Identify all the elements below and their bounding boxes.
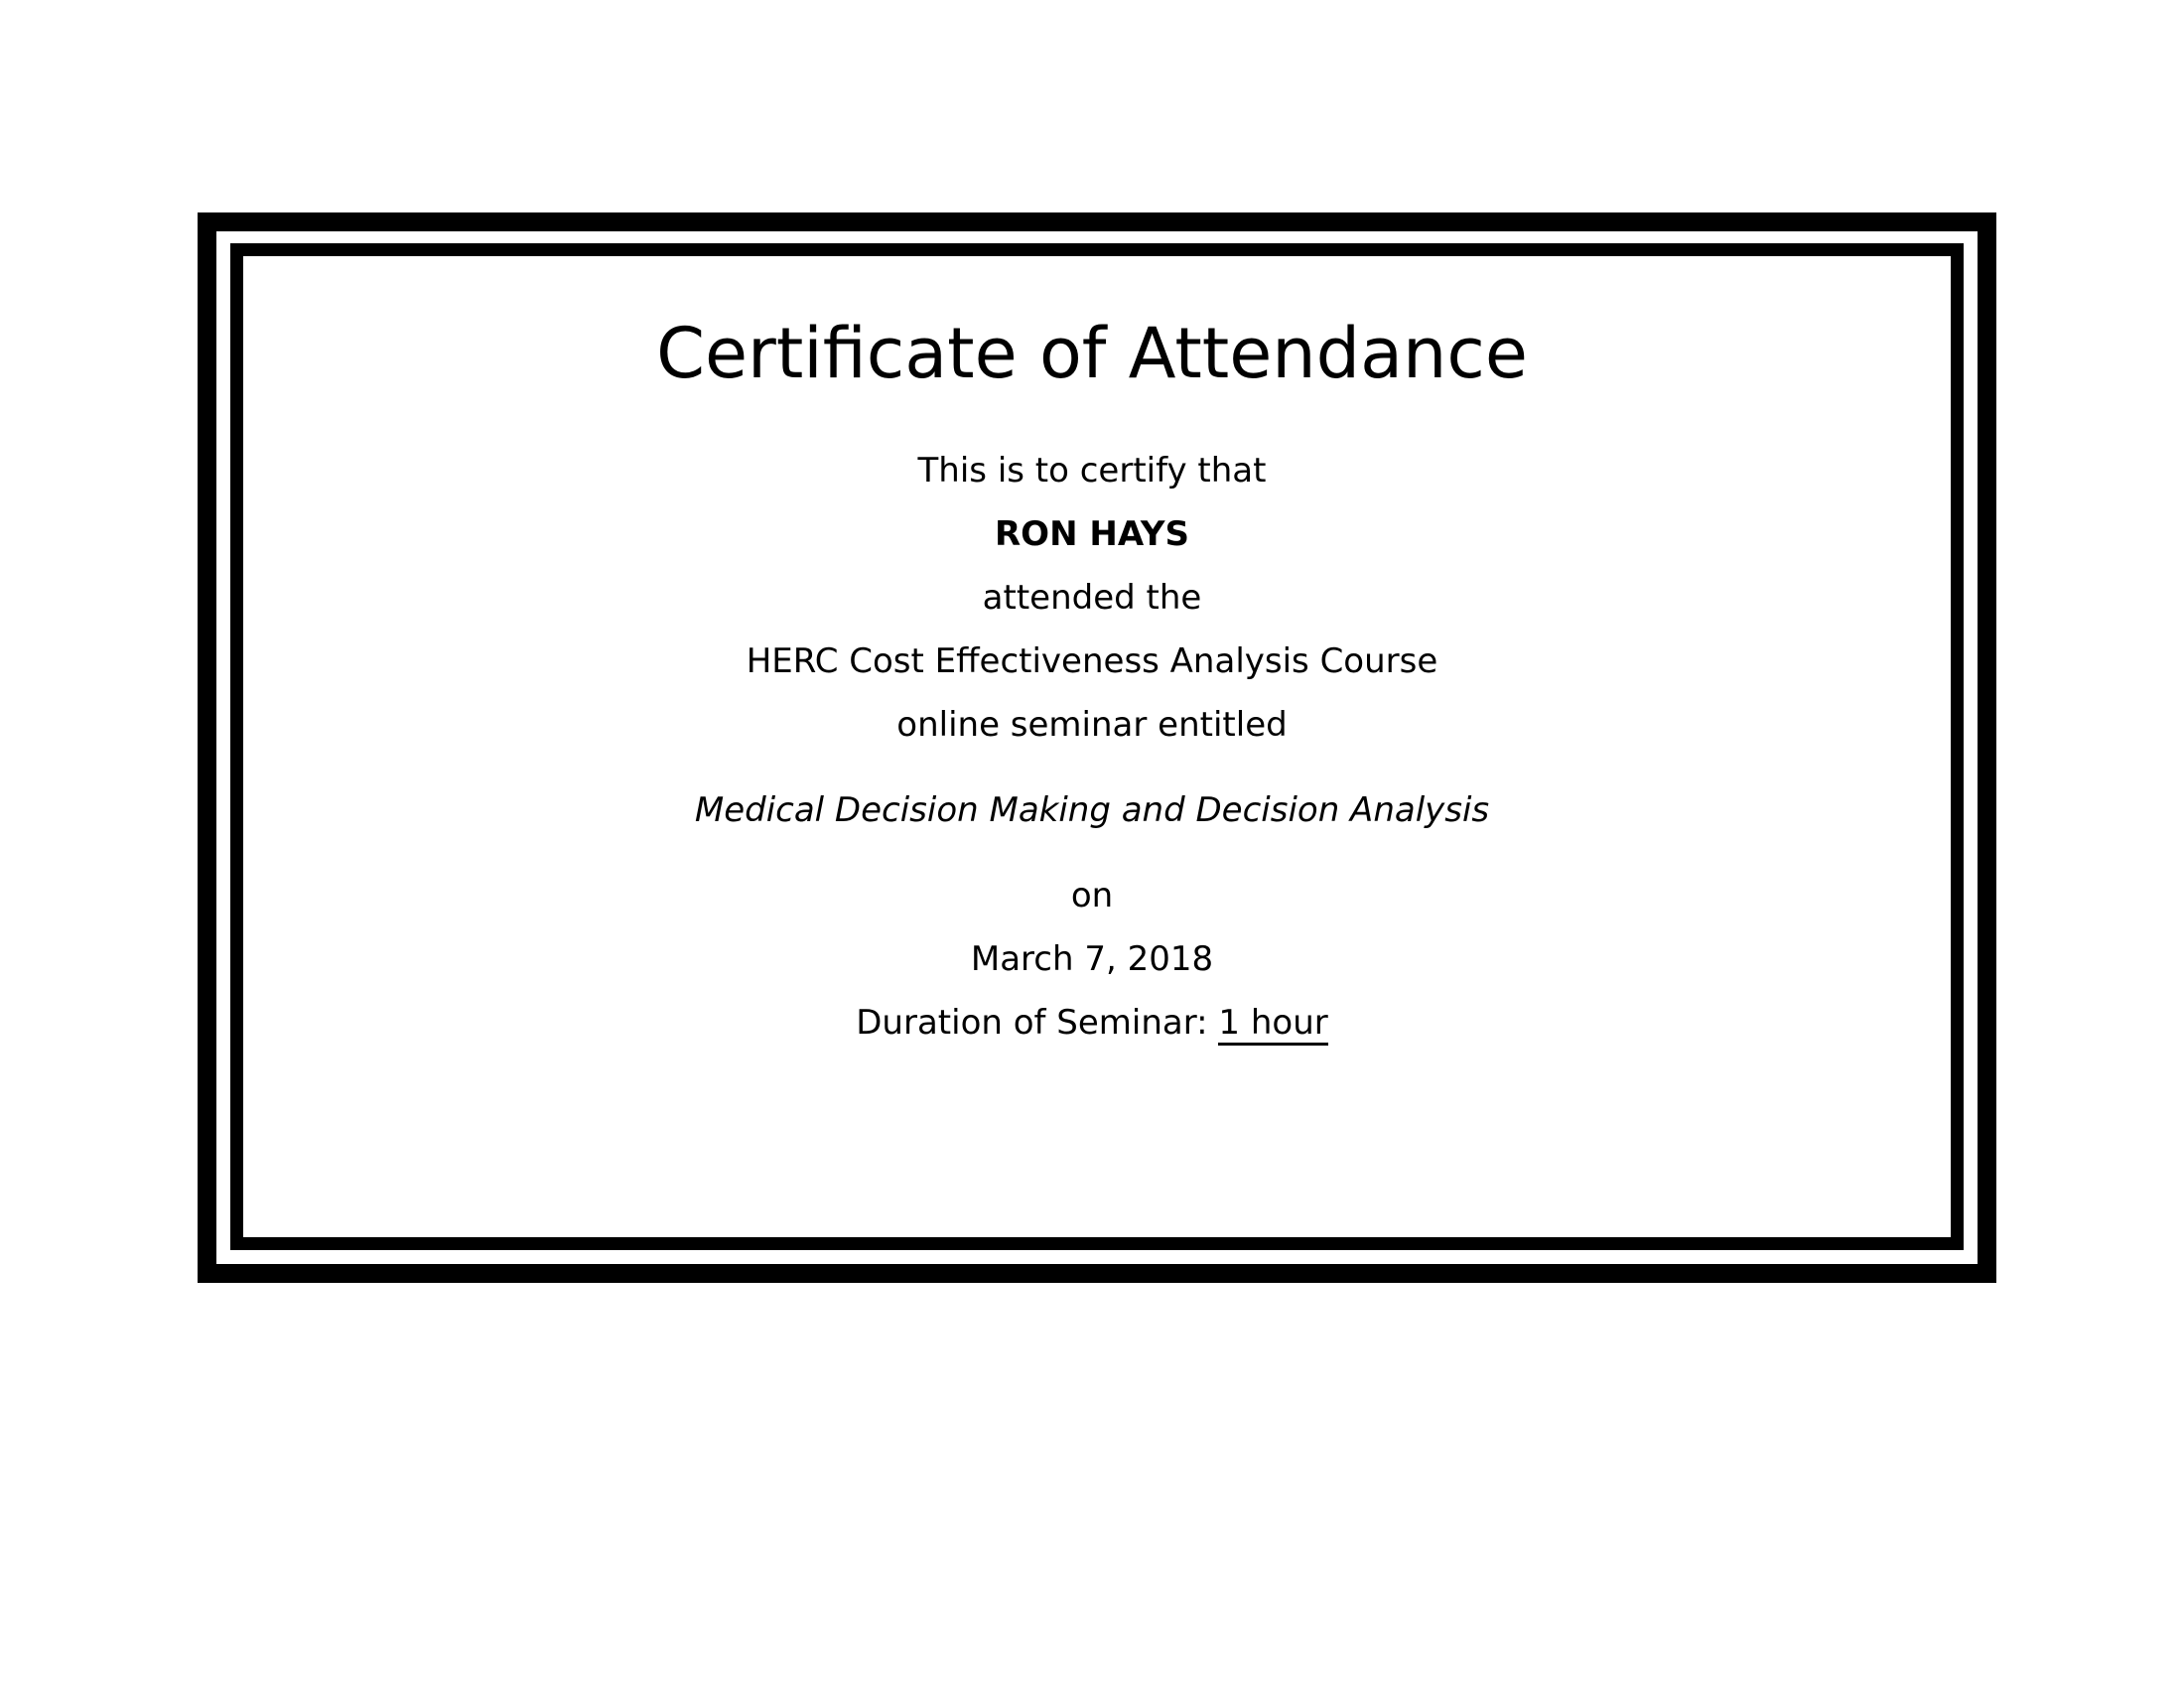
duration-line (0, 1003, 2184, 1046)
attended-text: attended the (982, 578, 1202, 618)
duration-label: Duration of Seminar: (856, 1003, 1219, 1043)
attendee-name: RON HAYS (995, 514, 1189, 554)
course-name: HERC Cost Effectiveness Analysis Course (746, 641, 1438, 681)
seminar-date: March 7, 2018 (970, 939, 1214, 979)
certificate-inner-border (230, 243, 1964, 1250)
seminar-title: Medical Decision Making and Decision Analysis (694, 790, 1490, 830)
certify-text: This is to certify that (917, 451, 1267, 491)
on-text: on (1070, 876, 1114, 915)
duration-value: 1 hour (1218, 1004, 1327, 1046)
seminar-type-text: online seminar entitled (896, 705, 1288, 745)
certificate-title: Certificate of Attendance (656, 313, 1528, 394)
